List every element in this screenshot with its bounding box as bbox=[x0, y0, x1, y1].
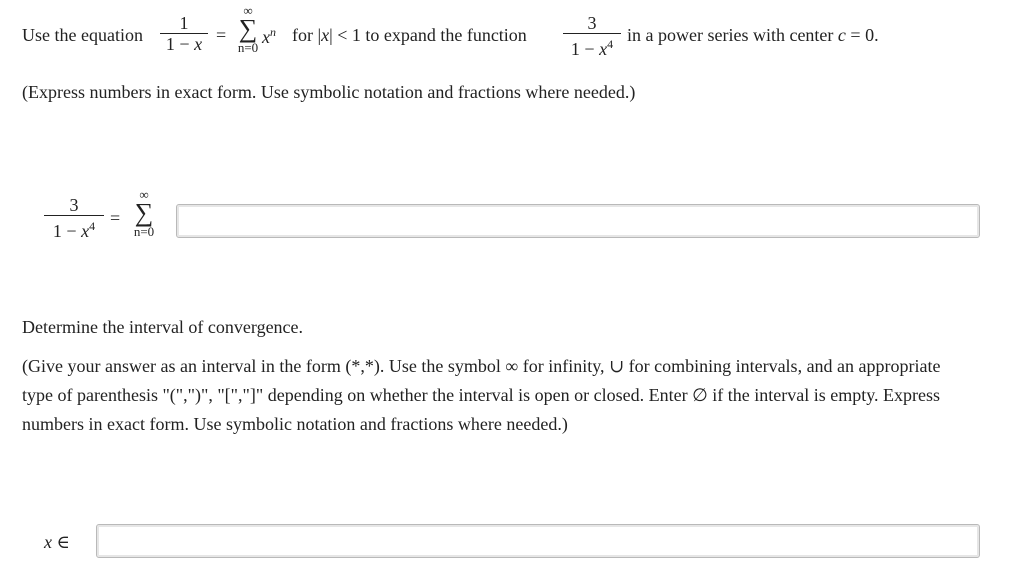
interval-instructions bbox=[22, 352, 1022, 439]
interval-variable: x bbox=[44, 532, 52, 552]
intro-suffix: in a power series with center c = 0. bbox=[627, 25, 879, 45]
function-denominator: $1 - x^4$ bbox=[570, 37, 614, 59]
sigma-icon: ∑ bbox=[238, 14, 258, 43]
function-numerator: 3 bbox=[587, 13, 597, 33]
eq1-fraction bbox=[160, 13, 208, 54]
eq1-equals: = bbox=[216, 25, 227, 45]
answer1-sigma bbox=[131, 188, 157, 238]
sigma-icon: ∑ bbox=[134, 198, 154, 227]
sigma-lower-bound: n=0 bbox=[133, 224, 155, 239]
infinity-icon: ∞ bbox=[139, 187, 149, 202]
interval-instruction-line-1: (Give your answer as an interval in the form (*,*). Use the symbol ∞ for infinity, ∪ for combining intervals, and an appropriate bbox=[22, 356, 941, 376]
answer1-lhs-fraction bbox=[44, 195, 104, 241]
interval-heading: Determine the interval of convergence. bbox=[22, 317, 304, 337]
intro-prefix: Use the equation bbox=[22, 25, 143, 45]
element-of-icon: ∈ bbox=[52, 532, 70, 552]
interval-label bbox=[44, 532, 70, 553]
infinity-icon: ∞ bbox=[243, 3, 253, 18]
function-fraction bbox=[563, 13, 621, 59]
interval-instruction-line-3: numbers in exact form. Use symbolic notation and fractions where needed.) bbox=[22, 414, 568, 434]
instruction-exact-form: (Express numbers in exact form. Use symbolic notation and fractions where needed.) bbox=[22, 82, 636, 102]
eq1-term: $x^n$ bbox=[262, 25, 276, 47]
intro-condition: for |x| < 1 to expand the function bbox=[292, 25, 527, 45]
sigma-lower-bound: n=0 bbox=[237, 40, 259, 55]
eq1-numerator: 1 bbox=[179, 13, 189, 33]
eq1-denominator: 1 − x bbox=[165, 34, 203, 54]
eq1-sigma bbox=[236, 4, 260, 54]
interval-answer-input[interactable] bbox=[96, 524, 980, 558]
answer1-lhs-numerator: 3 bbox=[69, 195, 79, 215]
answer1-equals: = bbox=[110, 208, 121, 228]
interval-instruction-line-2: type of parenthesis "(",")", "[","]" depending on whether the interval is open or closed. Enter ∅ if the interval is empty. Express bbox=[22, 385, 941, 405]
series-answer-input[interactable] bbox=[176, 204, 980, 238]
answer1-lhs-denominator: $1 - x^4$ bbox=[52, 219, 96, 241]
